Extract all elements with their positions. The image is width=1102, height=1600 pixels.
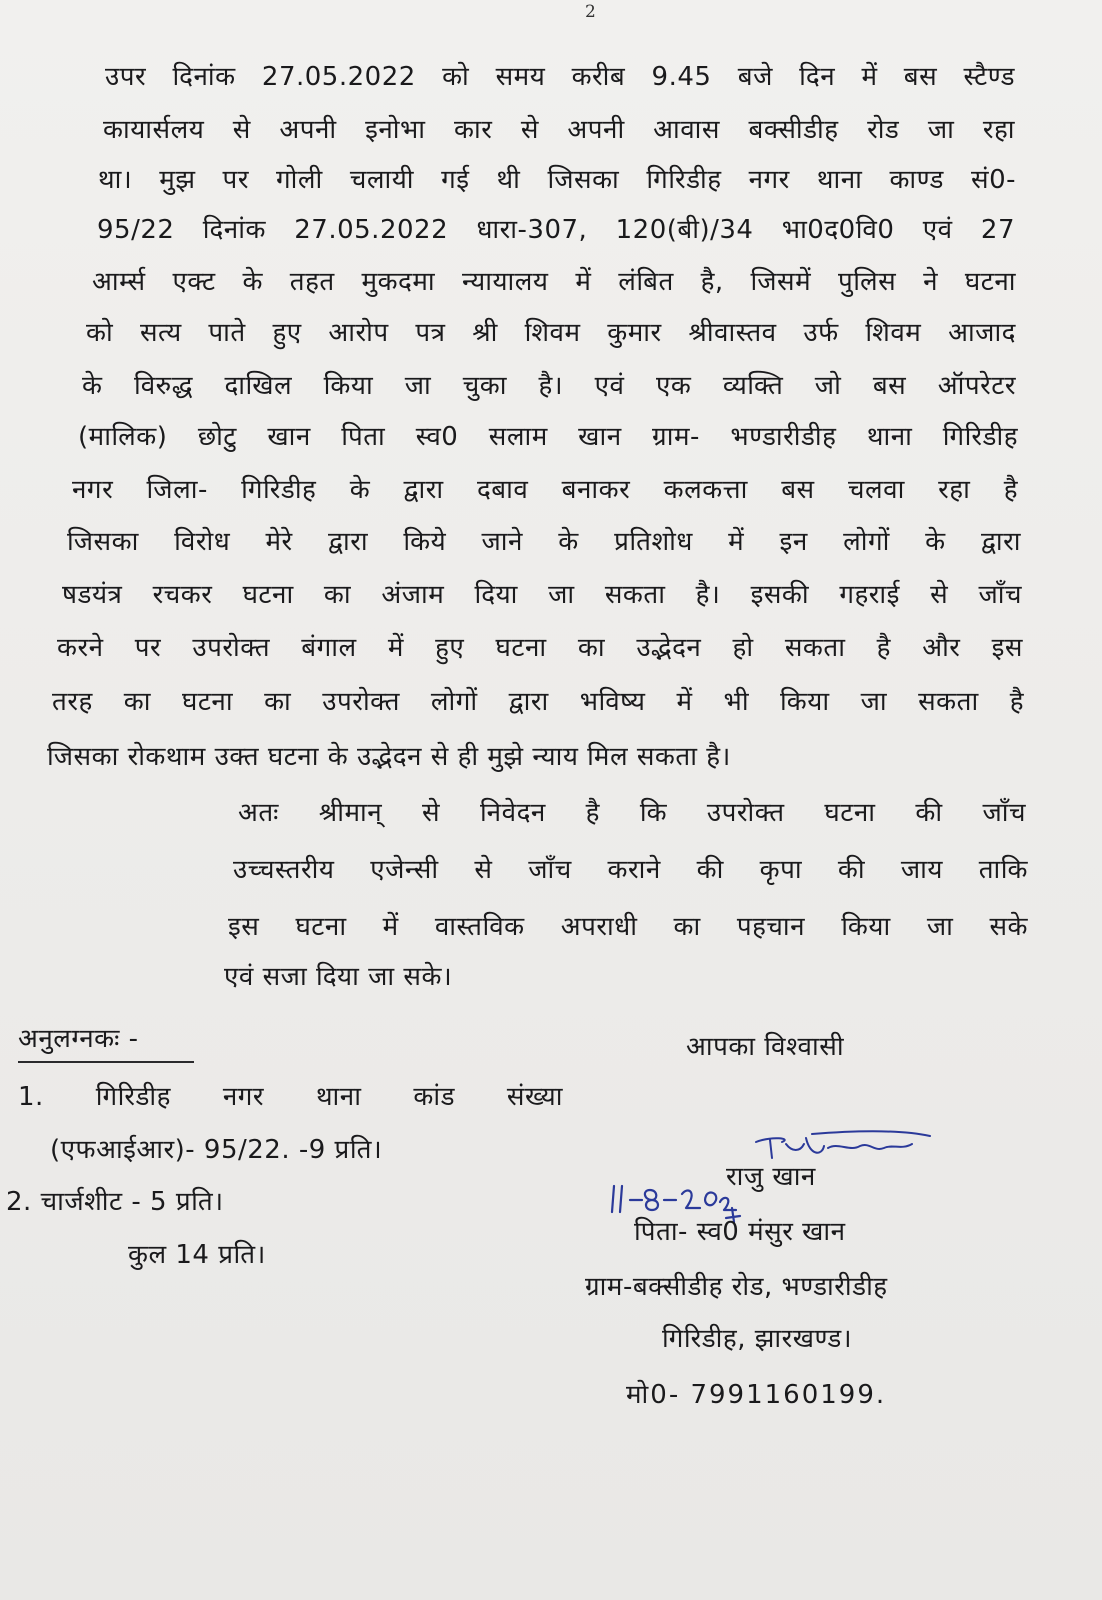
body-line: (मालिक) छोटु खान पिता स्व0 सलाम खान ग्राम- भण्डारीडीह थाना गिरिडीह	[78, 422, 1018, 452]
body-line: के विरुद्ध दाखिल किया जा चुका है। एवं एक व्यक्ति जो बस ऑपरेटर	[82, 371, 1016, 401]
body-line: करने पर उपरोक्त बंगाल में हुए घटना का उद्भेदन हो सकता है और इस	[57, 633, 1023, 663]
sender-father: पिता- स्व0 मंसुर खान	[634, 1217, 846, 1247]
sender-name: राजु खान	[726, 1162, 816, 1192]
sender-address-line-1: ग्राम-बक्सीडीह रोड, भण्डारीडीह	[585, 1272, 888, 1302]
attachment-item-1-detail: (एफआईआर)- 95/22. -9 प्रति।	[50, 1135, 383, 1165]
body-line: नगर जिला- गिरिडीह के द्वारा दबाव बनाकर कलकत्ता बस चलवा रहा है	[72, 475, 1018, 505]
body-line: उपर दिनांक 27.05.2022 को समय करीब 9.45 बजे दिन में बस स्टैण्ड	[105, 62, 1015, 92]
body-line: था। मुझ पर गोली चलायी गई थी जिसका गिरिडीह नगर थाना काण्ड सं0-	[98, 165, 1016, 195]
attachment-total: कुल 14 प्रति।	[128, 1240, 266, 1270]
sender-mobile: मो0- 7991160199.	[626, 1380, 887, 1410]
request-line: उच्चस्तरीय एजेन्सी से जाँच कराने की कृपा की जाय ताकि	[233, 855, 1028, 885]
body-line: को सत्य पाते हुए आरोप पत्र श्री शिवम कुमार श्रीवास्तव उर्फ शिवम आजाद	[86, 318, 1016, 348]
body-line: आर्म्स एक्ट के तहत मुकदमा न्यायालय में लंबित है, जिसमें पुलिस ने घटना	[92, 267, 1016, 297]
request-line: एवं सजा दिया जा सके।	[224, 962, 453, 992]
heading-underline	[18, 1061, 194, 1063]
attachment-item-2: 2. चार्जशीट - 5 प्रति।	[6, 1187, 224, 1217]
page-number: 2	[585, 2, 596, 22]
body-line: कायार्सलय से अपनी इनोभा कार से अपनी आवास बक्सीडीह रोड जा रहा	[103, 115, 1015, 145]
attachment-item-1: 1. गिरिडीह नगर थाना कांड संख्या	[18, 1082, 563, 1112]
body-line: 95/22 दिनांक 27.05.2022 धारा-307, 120(बी)/34 भा0द0वि0 एवं 27	[97, 215, 1015, 245]
body-line: षडयंत्र रचकर घटना का अंजाम दिया जा सकता है। इसकी गहराई से जाँच	[62, 580, 1022, 610]
body-line: जिसका विरोध मेरे द्वारा किये जाने के प्रतिशोध में इन लोगों के द्वारा	[67, 527, 1021, 557]
attachments-heading: अनुलग्नकः -	[18, 1024, 139, 1054]
closing-salutation: आपका विश्वासी	[686, 1032, 845, 1062]
sender-address-line-2: गिरिडीह, झारखण्ड।	[662, 1324, 853, 1354]
request-line: अतः श्रीमान् से निवेदन है कि उपरोक्त घटना की जाँच	[238, 798, 1026, 828]
request-line: इस घटना में वास्तविक अपराधी का पहचान किया जा सके	[228, 912, 1028, 942]
body-line: तरह का घटना का उपरोक्त लोगों द्वारा भविष्य में भी किया जा सकता है	[52, 687, 1024, 717]
body-line: जिसका रोकथाम उक्त घटना के उद्भेदन से ही मुझे न्याय मिल सकता है।	[47, 742, 731, 772]
